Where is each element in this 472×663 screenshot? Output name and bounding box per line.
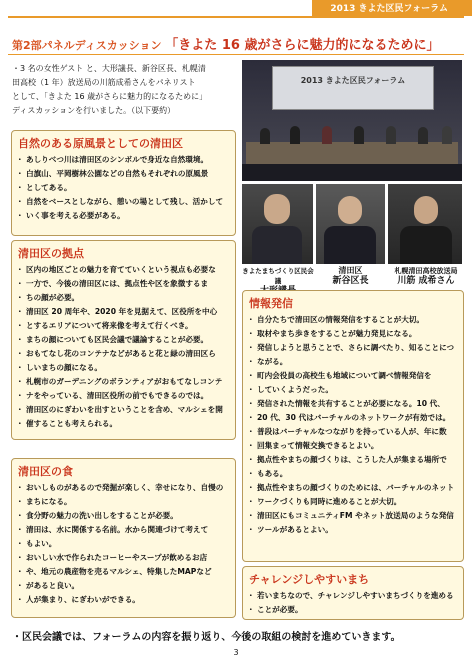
panelist-figure (442, 126, 452, 144)
intro-line: 田高校（1 年）放送局の川筋成希さんをパネリスト (12, 78, 196, 87)
panel-photo (242, 60, 462, 181)
list-item: ・ 町内会役員の高校生も地域について調べ情報発信を (249, 369, 457, 383)
uniform-shape (400, 226, 452, 264)
list-item: ・ 白旗山、平岡樹林公園などの自然もそれぞれの原風景 (18, 167, 229, 181)
list-item: ・ 発信しようと思うことで、さらに調べたり、知ることにつ (249, 341, 457, 355)
suit-shape (324, 226, 376, 264)
portrait-photo-shintani (316, 184, 385, 264)
header-rule (8, 16, 464, 18)
list-item: ・ していくようだった。 (249, 383, 457, 397)
list-item: ・ 自然をベースとしながら、憩いの場として残し、活かして (18, 195, 229, 209)
list-item: ・ 一方で、今後の清田区には、拠点性や区を象徴するま (18, 277, 229, 291)
caption-kawasuji (386, 266, 466, 286)
list-item: ・ 清田は、水に関係する名前。水から関連づけて考えて (18, 523, 229, 537)
list-item: ・ おいしい水で作られたコーヒーやスープが飲めるお店 (18, 551, 229, 565)
list-item: ・ 取材やまち歩きをすることが魅力発見になる。 (249, 327, 457, 341)
list-item: ・ おもてなし花のコンテナなどがあると花と緑の清田区ら (18, 347, 229, 361)
panelist-figure (290, 126, 300, 144)
face-shape (338, 196, 362, 224)
box-title: 清田区の食 (18, 465, 73, 478)
list-item: ・ しいまちの顔になる。 (18, 361, 229, 375)
list-item: ・ 催することも考えられる。 (18, 417, 229, 431)
face-shape (264, 194, 290, 224)
box-list (249, 313, 457, 537)
list-item: ・ 自分たちで清田区の情報発信をすることが大切。 (249, 313, 457, 327)
list-item: ・ 回集まって情報交換できるとよい。 (249, 439, 457, 453)
list-item: ・ ながる。 (249, 355, 457, 369)
audience-area (242, 164, 462, 181)
panelist-figure (322, 126, 332, 144)
header-band (312, 0, 472, 16)
footer-note: ・区民会議では、フォーラムの内容を振り返り、今後の取組の検討を進めていきます。 (12, 632, 401, 643)
list-item: ・ おいしものがあるので発掘が楽しく、幸せになり、自慢の (18, 481, 229, 495)
list-item: ・ いく事を考える必要がある。 (18, 209, 229, 223)
section-heading (8, 33, 464, 51)
list-item: ・ もよい。 (18, 537, 229, 551)
section-label: 第2部パネルディスカッション (12, 39, 162, 52)
intro-line: として、「きよた 16 歳がさらに魅力的になるために」 (12, 92, 208, 101)
list-item: ・ もある。 (249, 467, 457, 481)
box-list (18, 481, 229, 607)
list-item: ・ ワークづくりも同時に進めることが大切。 (249, 495, 457, 509)
list-item: ・ 若いまちなので、チャレンジしやすいまちづくりを進める (249, 589, 457, 603)
screen-text: 2013 きよた区民フォーラム (300, 76, 406, 85)
list-item: ・ ちの顔が必要。 (18, 291, 229, 305)
portrait-photo-kawasuji (388, 184, 462, 264)
list-item: ・ 区内の地区ごとの魅力を育てていくという視点も必要な (18, 263, 229, 277)
caption-shintani (316, 266, 385, 286)
list-item: ・ があると良い。 (18, 579, 229, 593)
box-title: 自然のある原風景としての清田区 (18, 137, 183, 150)
box-list (18, 153, 229, 223)
list-item: ・ ナをやっている、清田区役所の前でもできるのでは。 (18, 389, 229, 403)
list-item: ・ 食分野の魅力の洗い出しをすることが必要。 (18, 509, 229, 523)
box-list (249, 589, 457, 617)
list-item: ・ 20 代、30 代はバーチャルのネットワークが有効では。 (249, 411, 457, 425)
list-item: ・ 人が集まり、にぎわいができる。 (18, 593, 229, 607)
list-item: ・ ツールがあるとよい。 (249, 523, 457, 537)
section-rule (8, 54, 464, 55)
list-item: ・ 清田区のにぎわいを出すということを含め、マルシェを開 (18, 403, 229, 417)
list-item: ・ 発信された情報を共有することが必要になる。10 代、 (249, 397, 457, 411)
list-item: ・ まちの顔についても区民会議で議論することが必要。 (18, 333, 229, 347)
info-box (242, 290, 464, 562)
box-title: 清田区の拠点 (18, 247, 84, 260)
list-item: ・ あしりべつ川は清田区のシンボルで身近な自然環境。 (18, 153, 229, 167)
suit-shape (252, 226, 302, 264)
list-item: ・ 札幌市のガーデニングのボランティアがおもてなしコンテ (18, 375, 229, 389)
list-item: ・ 拠点性やまちの顔づくりのためには、バーチャルのネット (249, 481, 457, 495)
box-title: チャレンジしやすいまち (249, 573, 370, 586)
page-number: 3 (233, 648, 239, 657)
food-box (11, 458, 236, 618)
list-item: ・ 清田区 20 周年や、2020 年を見据えて、区役所を中心 (18, 305, 229, 319)
caption-role: 札幌清田高校放送局 (394, 267, 458, 275)
face-shape (414, 196, 438, 224)
list-item: ・ とするエリアについて将来像を考えて行くべき。 (18, 319, 229, 333)
list-item: ・ としてある。 (18, 181, 229, 195)
list-item: ・ 普段はバーチャルなつながりを持っている人が、年に数 (249, 425, 457, 439)
caption-role: 清田区 (338, 266, 363, 275)
header-title: 2013 きよた区民フォーラム (330, 4, 448, 14)
stage-table (246, 142, 458, 164)
intro-line: ・3 名の女性ゲスト と、大形議長、新谷区長、札幌清 (12, 64, 206, 73)
caption-name: 川筋 成希さん (397, 276, 455, 286)
section-title: 「きよた 16 歳がさらに魅力的になるために」 (165, 38, 440, 53)
list-item: ・ 清田区にもコミュニティFM やネット放送局のような発信 (249, 509, 457, 523)
box-list (18, 263, 229, 431)
list-item: ・ ことが必要。 (249, 603, 457, 617)
list-item: ・ や、地元の農産物を売るマルシェ、特集したMAPなど (18, 565, 229, 579)
panelist-figure (386, 126, 396, 144)
portrait-photo-ogata (242, 184, 313, 264)
list-item: ・ 拠点性やまちの顔づくりは、こうした人が集まる場所で (249, 453, 457, 467)
intro-paragraph (12, 62, 234, 118)
list-item: ・ まちになる。 (18, 495, 229, 509)
challenge-box (242, 566, 464, 620)
nature-box (11, 130, 236, 236)
panelist-figure (260, 128, 270, 144)
intro-line: ディスカッションを行いました。（以下要約） (12, 106, 176, 115)
caption-name: 新谷区長 (332, 276, 369, 286)
projection-screen (272, 66, 434, 110)
hub-box (11, 240, 236, 440)
panelist-figure (354, 126, 364, 144)
caption-role: きよたまちづくり区民会議 (242, 267, 314, 285)
box-title: 情報発信 (249, 297, 293, 310)
page-header (0, 0, 472, 22)
panelist-figure (418, 127, 428, 144)
